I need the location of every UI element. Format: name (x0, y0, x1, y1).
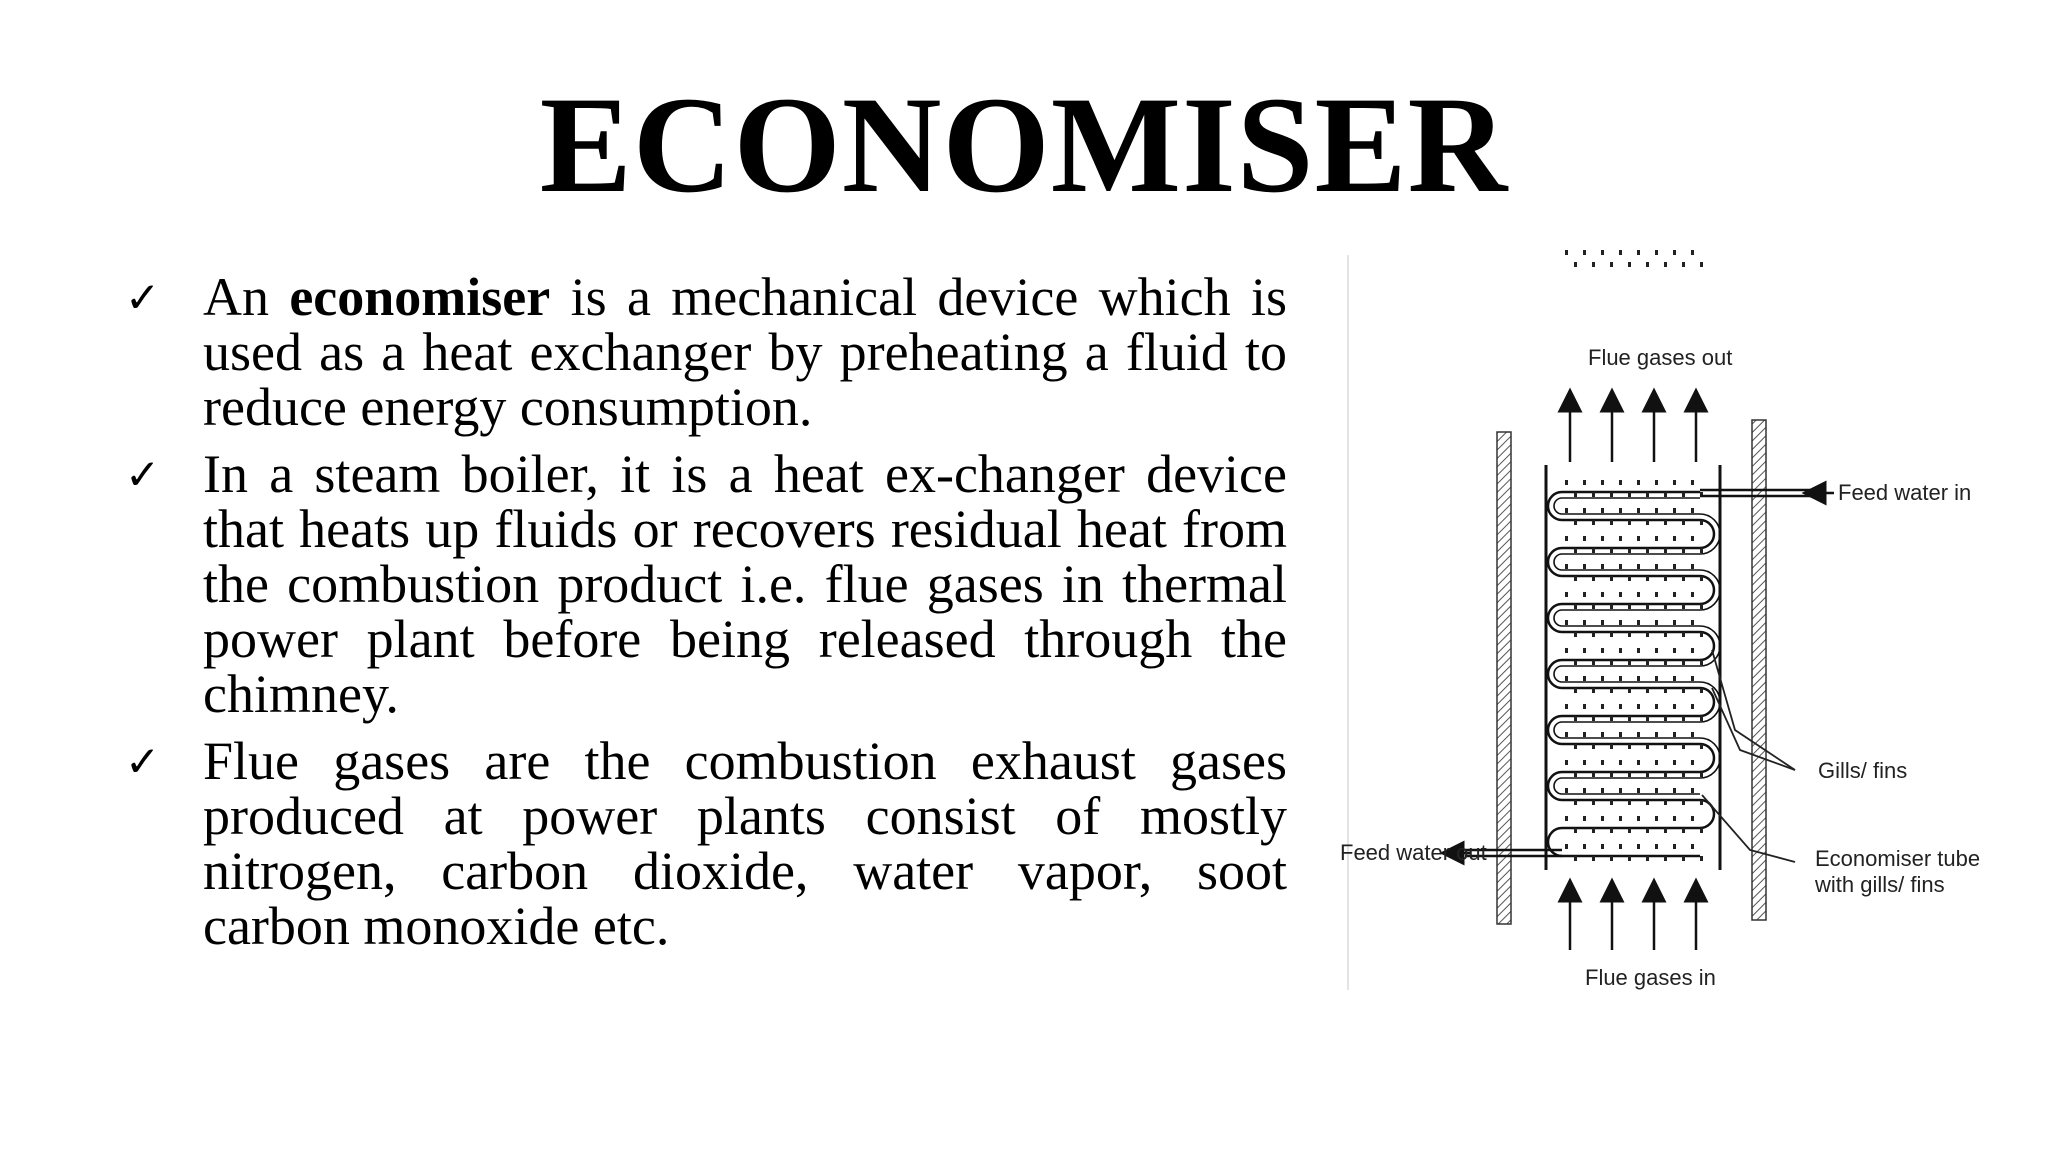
check-mark-icon: ✓ (125, 273, 161, 322)
leader-lines (1702, 650, 1795, 862)
gills-fins (1565, 250, 1703, 861)
bullet-item (125, 731, 1287, 956)
flue-gas-out-arrows (1570, 400, 1696, 462)
label-gills-fins: Gills/ fins (1818, 758, 1908, 783)
bullet-text-pre: An (203, 267, 290, 327)
bullet-text-bold: economiser (289, 267, 551, 327)
label-flue-gases-out: Flue gases out (1588, 345, 1733, 370)
label-feed-water-out: Feed water out (1340, 840, 1487, 865)
slide-title: ECONOMISER (539, 68, 1509, 221)
bullet-list (125, 267, 1287, 966)
bullet-item (125, 267, 1287, 437)
label-feed-water-in: Feed water in (1838, 480, 1972, 505)
economiser-diagram (1340, 250, 1981, 990)
label-economiser-tube-1: Economiser tube (1815, 846, 1981, 871)
bullet-text: In a steam boiler, it is a heat ex-changer device that heats up fluids or recovers residual heat from the combustion product i.e. flue gases in thermal power plant before being released through the chimney. (203, 444, 1287, 724)
label-flue-gases-in: Flue gases in (1585, 965, 1716, 990)
check-mark-icon: ✓ (125, 450, 161, 499)
bullet-text-post: is a mechanical device which is used as a heat exchanger by preheating a fluid to reduce energy consumption. (203, 267, 1287, 437)
check-mark-icon: ✓ (125, 737, 161, 786)
economiser-tube (1548, 492, 1720, 856)
flue-gas-in-arrows (1570, 890, 1696, 950)
bullet-item (125, 444, 1287, 724)
bullet-text: Flue gases are the combustion exhaust gases produced at power plants consist of mostly nitrogen, carbon dioxide, water vapor, soot carbon monoxide etc. (203, 731, 1287, 956)
label-economiser-tube-2: with gills/ fins (1815, 872, 1945, 897)
